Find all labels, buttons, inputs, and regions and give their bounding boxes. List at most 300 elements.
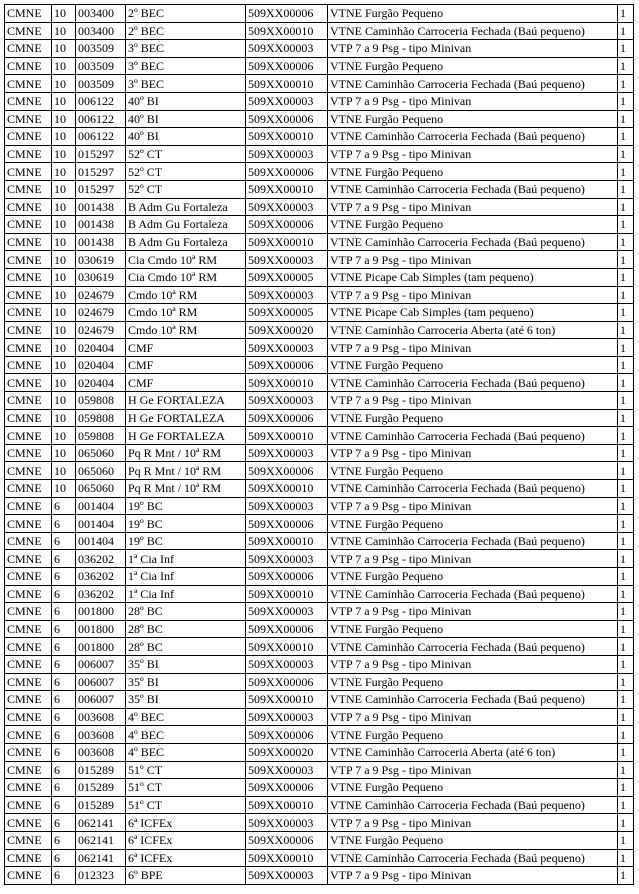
vehicle-description-cell: VTNE Caminhão Carroceria Fechada (Baú pequeno) xyxy=(328,532,618,550)
command-cell: CMNE xyxy=(5,57,52,75)
unit-name-cell: 28º BC xyxy=(126,603,246,621)
unit-name-cell: H Ge FORTALEZA xyxy=(126,427,246,445)
unit-name-cell: 2º BEC xyxy=(126,5,246,23)
quantity-cell: 1 xyxy=(618,761,634,779)
unit-name-cell: CMF xyxy=(126,339,246,357)
item-code-cell: 509XX00020 xyxy=(246,321,328,339)
unit-name-cell: H Ge FORTALEZA xyxy=(126,409,246,427)
item-code-cell: 509XX00010 xyxy=(246,128,328,146)
item-code-cell: 509XX00006 xyxy=(246,620,328,638)
unit-code-cell: 001404 xyxy=(76,515,126,533)
quantity-cell: 1 xyxy=(618,286,634,304)
quantity-cell: 1 xyxy=(618,268,634,286)
table-row xyxy=(5,673,634,691)
item-code-cell: 509XX00010 xyxy=(246,532,328,550)
unit-code-cell: 062141 xyxy=(76,849,126,867)
unit-name-cell: B Adm Gu Fortaleza xyxy=(126,198,246,216)
region-cell: 6 xyxy=(52,638,76,656)
quantity-cell: 1 xyxy=(618,304,634,322)
unit-code-cell: 059808 xyxy=(76,427,126,445)
item-code-cell: 509XX00003 xyxy=(246,392,328,410)
unit-code-cell: 003509 xyxy=(76,57,126,75)
unit-code-cell: 001404 xyxy=(76,497,126,515)
table-row xyxy=(5,603,634,621)
table-row xyxy=(5,251,634,269)
item-code-cell: 509XX00003 xyxy=(246,286,328,304)
quantity-cell: 1 xyxy=(618,233,634,251)
region-cell: 10 xyxy=(52,251,76,269)
region-cell: 10 xyxy=(52,75,76,93)
region-cell: 6 xyxy=(52,867,76,885)
vehicle-description-cell: VTNE Furgão Pequeno xyxy=(328,57,618,75)
command-cell: CMNE xyxy=(5,22,52,40)
table-row xyxy=(5,849,634,867)
command-cell: CMNE xyxy=(5,867,52,885)
unit-code-cell: 001438 xyxy=(76,198,126,216)
unit-code-cell: 065060 xyxy=(76,480,126,498)
unit-name-cell: 52º CT xyxy=(126,180,246,198)
table-row xyxy=(5,568,634,586)
unit-name-cell: 3º BEC xyxy=(126,40,246,58)
unit-code-cell: 062141 xyxy=(76,831,126,849)
item-code-cell: 509XX00006 xyxy=(246,726,328,744)
unit-name-cell: 28º BC xyxy=(126,638,246,656)
command-cell: CMNE xyxy=(5,655,52,673)
item-code-cell: 509XX00003 xyxy=(246,251,328,269)
unit-code-cell: 015297 xyxy=(76,163,126,181)
quantity-cell: 1 xyxy=(618,444,634,462)
unit-code-cell: 001800 xyxy=(76,620,126,638)
vehicle-description-cell: VTP 7 a 9 Psg - tipo Minivan xyxy=(328,761,618,779)
unit-code-cell: 015289 xyxy=(76,796,126,814)
table-row xyxy=(5,831,634,849)
command-cell: CMNE xyxy=(5,726,52,744)
vehicle-description-cell: VTNE Caminhão Carroceria Fechada (Baú pequeno) xyxy=(328,849,618,867)
table-row xyxy=(5,480,634,498)
quantity-cell: 1 xyxy=(618,603,634,621)
unit-name-cell: 3º BEC xyxy=(126,57,246,75)
command-cell: CMNE xyxy=(5,620,52,638)
vehicle-description-cell: VTNE Furgão Pequeno xyxy=(328,356,618,374)
table-row xyxy=(5,427,634,445)
vehicle-description-cell: VTP 7 a 9 Psg - tipo Minivan xyxy=(328,497,618,515)
region-cell: 10 xyxy=(52,216,76,234)
unit-name-cell: 4º BEC xyxy=(126,708,246,726)
region-cell: 6 xyxy=(52,497,76,515)
quantity-cell: 1 xyxy=(618,691,634,709)
quantity-cell: 1 xyxy=(618,321,634,339)
table-row xyxy=(5,444,634,462)
region-cell: 10 xyxy=(52,163,76,181)
vehicle-description-cell: VTNE Caminhão Carroceria Fechada (Baú pequeno) xyxy=(328,638,618,656)
command-cell: CMNE xyxy=(5,286,52,304)
unit-name-cell: 3º BEC xyxy=(126,75,246,93)
unit-code-cell: 003400 xyxy=(76,22,126,40)
unit-name-cell: Cmdo 10ª RM xyxy=(126,321,246,339)
vehicle-description-cell: VTNE Caminhão Carroceria Aberta (até 6 ton) xyxy=(328,321,618,339)
vehicle-description-cell: VTNE Caminhão Carroceria Fechada (Baú pequeno) xyxy=(328,233,618,251)
quantity-cell: 1 xyxy=(618,655,634,673)
region-cell: 10 xyxy=(52,57,76,75)
item-code-cell: 509XX00010 xyxy=(246,849,328,867)
item-code-cell: 509XX00020 xyxy=(246,743,328,761)
unit-name-cell: 6ª ICFEx xyxy=(126,849,246,867)
unit-code-cell: 006007 xyxy=(76,655,126,673)
unit-code-cell: 006007 xyxy=(76,691,126,709)
vehicle-description-cell: VTNE Furgão Pequeno xyxy=(328,216,618,234)
item-code-cell: 509XX00010 xyxy=(246,22,328,40)
unit-name-cell: 6ª ICFEx xyxy=(126,814,246,832)
region-cell: 6 xyxy=(52,831,76,849)
command-cell: CMNE xyxy=(5,796,52,814)
command-cell: CMNE xyxy=(5,761,52,779)
quantity-cell: 1 xyxy=(618,5,634,23)
table-row xyxy=(5,286,634,304)
command-cell: CMNE xyxy=(5,40,52,58)
command-cell: CMNE xyxy=(5,198,52,216)
vehicle-description-cell: VTNE Furgão Pequeno xyxy=(328,163,618,181)
item-code-cell: 509XX00003 xyxy=(246,550,328,568)
item-code-cell: 509XX00006 xyxy=(246,462,328,480)
table-row xyxy=(5,409,634,427)
table-row xyxy=(5,40,634,58)
unit-code-cell: 030619 xyxy=(76,251,126,269)
unit-code-cell: 024679 xyxy=(76,304,126,322)
unit-code-cell: 062141 xyxy=(76,814,126,832)
vehicle-description-cell: VTNE Furgão Pequeno xyxy=(328,515,618,533)
table-row xyxy=(5,339,634,357)
region-cell: 6 xyxy=(52,620,76,638)
region-cell: 10 xyxy=(52,409,76,427)
vehicle-description-cell: VTNE Furgão Pequeno xyxy=(328,409,618,427)
unit-code-cell: 006122 xyxy=(76,92,126,110)
command-cell: CMNE xyxy=(5,849,52,867)
region-cell: 6 xyxy=(52,532,76,550)
region-cell: 10 xyxy=(52,374,76,392)
table-row xyxy=(5,761,634,779)
region-cell: 6 xyxy=(52,779,76,797)
unit-name-cell: 4º BEC xyxy=(126,743,246,761)
vehicle-description-cell: VTNE Furgão Pequeno xyxy=(328,620,618,638)
item-code-cell: 509XX00003 xyxy=(246,708,328,726)
table-row xyxy=(5,779,634,797)
unit-code-cell: 001800 xyxy=(76,638,126,656)
region-cell: 10 xyxy=(52,5,76,23)
vehicle-description-cell: VTNE Furgão Pequeno xyxy=(328,779,618,797)
unit-name-cell: Cmdo 10ª RM xyxy=(126,304,246,322)
item-code-cell: 509XX00010 xyxy=(246,374,328,392)
unit-name-cell: H Ge FORTALEZA xyxy=(126,392,246,410)
command-cell: CMNE xyxy=(5,550,52,568)
unit-code-cell: 001438 xyxy=(76,233,126,251)
unit-name-cell: 35º BI xyxy=(126,655,246,673)
table-row xyxy=(5,268,634,286)
command-cell: CMNE xyxy=(5,374,52,392)
region-cell: 10 xyxy=(52,128,76,146)
command-cell: CMNE xyxy=(5,568,52,586)
unit-name-cell: Pq R Mnt / 10ª RM xyxy=(126,480,246,498)
quantity-cell: 1 xyxy=(618,392,634,410)
item-code-cell: 509XX00010 xyxy=(246,638,328,656)
table-row xyxy=(5,163,634,181)
unit-code-cell: 020404 xyxy=(76,356,126,374)
quantity-cell: 1 xyxy=(618,708,634,726)
quantity-cell: 1 xyxy=(618,180,634,198)
region-cell: 10 xyxy=(52,180,76,198)
quantity-cell: 1 xyxy=(618,110,634,128)
unit-name-cell: 19º BC xyxy=(126,532,246,550)
quantity-cell: 1 xyxy=(618,515,634,533)
command-cell: CMNE xyxy=(5,392,52,410)
unit-code-cell: 006122 xyxy=(76,128,126,146)
table-row xyxy=(5,128,634,146)
table-row xyxy=(5,5,634,23)
quantity-cell: 1 xyxy=(618,638,634,656)
item-code-cell: 509XX00003 xyxy=(246,40,328,58)
unit-name-cell: 19º BC xyxy=(126,515,246,533)
command-cell: CMNE xyxy=(5,128,52,146)
unit-name-cell: 40º BI xyxy=(126,128,246,146)
region-cell: 6 xyxy=(52,515,76,533)
unit-name-cell: 35º BI xyxy=(126,691,246,709)
vehicle-description-cell: VTP 7 a 9 Psg - tipo Minivan xyxy=(328,40,618,58)
command-cell: CMNE xyxy=(5,321,52,339)
vehicle-description-cell: VTP 7 a 9 Psg - tipo Minivan xyxy=(328,339,618,357)
table-row xyxy=(5,233,634,251)
command-cell: CMNE xyxy=(5,233,52,251)
table-row xyxy=(5,110,634,128)
vehicle-description-cell: VTP 7 a 9 Psg - tipo Minivan xyxy=(328,708,618,726)
unit-name-cell: CMF xyxy=(126,356,246,374)
command-cell: CMNE xyxy=(5,831,52,849)
region-cell: 6 xyxy=(52,585,76,603)
table-row xyxy=(5,304,634,322)
table-row xyxy=(5,216,634,234)
command-cell: CMNE xyxy=(5,515,52,533)
vehicle-description-cell: VTP 7 a 9 Psg - tipo Minivan xyxy=(328,550,618,568)
vehicle-description-cell: VTNE Furgão Pequeno xyxy=(328,568,618,586)
item-code-cell: 509XX00006 xyxy=(246,5,328,23)
table-row xyxy=(5,867,634,885)
item-code-cell: 509XX00003 xyxy=(246,761,328,779)
item-code-cell: 509XX00006 xyxy=(246,110,328,128)
table-body xyxy=(5,5,634,885)
unit-code-cell: 059808 xyxy=(76,409,126,427)
table-row xyxy=(5,75,634,93)
quantity-cell: 1 xyxy=(618,22,634,40)
quantity-cell: 1 xyxy=(618,796,634,814)
item-code-cell: 509XX00005 xyxy=(246,268,328,286)
item-code-cell: 509XX00010 xyxy=(246,180,328,198)
unit-code-cell: 003608 xyxy=(76,743,126,761)
unit-name-cell: 2º BEC xyxy=(126,22,246,40)
quantity-cell: 1 xyxy=(618,480,634,498)
quantity-cell: 1 xyxy=(618,216,634,234)
item-code-cell: 509XX00010 xyxy=(246,233,328,251)
vehicle-description-cell: VTNE Furgão Pequeno xyxy=(328,5,618,23)
command-cell: CMNE xyxy=(5,814,52,832)
quantity-cell: 1 xyxy=(618,726,634,744)
vehicle-description-cell: VTP 7 a 9 Psg - tipo Minivan xyxy=(328,145,618,163)
unit-code-cell: 015289 xyxy=(76,761,126,779)
vehicle-description-cell: VTP 7 a 9 Psg - tipo Minivan xyxy=(328,198,618,216)
vehicle-description-cell: VTNE Caminhão Carroceria Fechada (Baú pequeno) xyxy=(328,128,618,146)
command-cell: CMNE xyxy=(5,427,52,445)
region-cell: 10 xyxy=(52,321,76,339)
region-cell: 10 xyxy=(52,462,76,480)
region-cell: 10 xyxy=(52,40,76,58)
region-cell: 6 xyxy=(52,550,76,568)
table-row xyxy=(5,392,634,410)
unit-name-cell: 40º BI xyxy=(126,92,246,110)
item-code-cell: 509XX00003 xyxy=(246,603,328,621)
quantity-cell: 1 xyxy=(618,779,634,797)
unit-code-cell: 036202 xyxy=(76,585,126,603)
table-row xyxy=(5,620,634,638)
quantity-cell: 1 xyxy=(618,568,634,586)
table-row xyxy=(5,655,634,673)
unit-name-cell: Cia Cmdo 10ª RM xyxy=(126,251,246,269)
region-cell: 10 xyxy=(52,392,76,410)
quantity-cell: 1 xyxy=(618,867,634,885)
region-cell: 10 xyxy=(52,444,76,462)
item-code-cell: 509XX00003 xyxy=(246,814,328,832)
quantity-cell: 1 xyxy=(618,814,634,832)
table-row xyxy=(5,497,634,515)
table-row xyxy=(5,57,634,75)
table-row xyxy=(5,532,634,550)
vehicle-description-cell: VTNE Picape Cab Simples (tam pequeno) xyxy=(328,268,618,286)
unit-code-cell: 001800 xyxy=(76,603,126,621)
item-code-cell: 509XX00003 xyxy=(246,655,328,673)
command-cell: CMNE xyxy=(5,673,52,691)
vehicle-description-cell: VTNE Caminhão Carroceria Fechada (Baú pequeno) xyxy=(328,585,618,603)
vehicle-description-cell: VTP 7 a 9 Psg - tipo Minivan xyxy=(328,814,618,832)
command-cell: CMNE xyxy=(5,339,52,357)
item-code-cell: 509XX00003 xyxy=(246,339,328,357)
vehicle-allocation-table xyxy=(4,4,634,885)
unit-name-cell: 52º CT xyxy=(126,145,246,163)
command-cell: CMNE xyxy=(5,708,52,726)
item-code-cell: 509XX00003 xyxy=(246,145,328,163)
unit-name-cell: Cmdo 10ª RM xyxy=(126,286,246,304)
item-code-cell: 509XX00006 xyxy=(246,409,328,427)
vehicle-description-cell: VTP 7 a 9 Psg - tipo Minivan xyxy=(328,603,618,621)
item-code-cell: 509XX00010 xyxy=(246,585,328,603)
vehicle-description-cell: VTNE Caminhão Carroceria Fechada (Baú pequeno) xyxy=(328,480,618,498)
item-code-cell: 509XX00006 xyxy=(246,515,328,533)
quantity-cell: 1 xyxy=(618,585,634,603)
quantity-cell: 1 xyxy=(618,743,634,761)
region-cell: 10 xyxy=(52,339,76,357)
quantity-cell: 1 xyxy=(618,57,634,75)
item-code-cell: 509XX00003 xyxy=(246,497,328,515)
unit-code-cell: 003509 xyxy=(76,75,126,93)
item-code-cell: 509XX00006 xyxy=(246,831,328,849)
command-cell: CMNE xyxy=(5,444,52,462)
command-cell: CMNE xyxy=(5,743,52,761)
item-code-cell: 509XX00006 xyxy=(246,163,328,181)
region-cell: 10 xyxy=(52,145,76,163)
table-row xyxy=(5,462,634,480)
unit-code-cell: 065060 xyxy=(76,444,126,462)
unit-name-cell: 51º CT xyxy=(126,761,246,779)
item-code-cell: 509XX00010 xyxy=(246,427,328,445)
unit-code-cell: 001438 xyxy=(76,216,126,234)
unit-name-cell: CMF xyxy=(126,374,246,392)
region-cell: 10 xyxy=(52,198,76,216)
unit-code-cell: 015289 xyxy=(76,779,126,797)
quantity-cell: 1 xyxy=(618,374,634,392)
quantity-cell: 1 xyxy=(618,128,634,146)
command-cell: CMNE xyxy=(5,110,52,128)
vehicle-description-cell: VTNE Furgão Pequeno xyxy=(328,831,618,849)
region-cell: 10 xyxy=(52,356,76,374)
region-cell: 6 xyxy=(52,849,76,867)
unit-name-cell: 6º BPE xyxy=(126,867,246,885)
region-cell: 10 xyxy=(52,304,76,322)
unit-code-cell: 065060 xyxy=(76,462,126,480)
table-row xyxy=(5,638,634,656)
item-code-cell: 509XX00010 xyxy=(246,691,328,709)
region-cell: 6 xyxy=(52,603,76,621)
region-cell: 10 xyxy=(52,480,76,498)
unit-name-cell: Pq R Mnt / 10ª RM xyxy=(126,444,246,462)
region-cell: 6 xyxy=(52,726,76,744)
command-cell: CMNE xyxy=(5,180,52,198)
table-row xyxy=(5,22,634,40)
command-cell: CMNE xyxy=(5,251,52,269)
vehicle-description-cell: VTNE Caminhão Carroceria Fechada (Baú pequeno) xyxy=(328,796,618,814)
command-cell: CMNE xyxy=(5,75,52,93)
command-cell: CMNE xyxy=(5,92,52,110)
quantity-cell: 1 xyxy=(618,163,634,181)
command-cell: CMNE xyxy=(5,603,52,621)
item-code-cell: 509XX00006 xyxy=(246,356,328,374)
unit-code-cell: 036202 xyxy=(76,568,126,586)
command-cell: CMNE xyxy=(5,462,52,480)
unit-code-cell: 020404 xyxy=(76,374,126,392)
unit-code-cell: 015297 xyxy=(76,145,126,163)
unit-name-cell: B Adm Gu Fortaleza xyxy=(126,233,246,251)
unit-code-cell: 006007 xyxy=(76,673,126,691)
item-code-cell: 509XX00006 xyxy=(246,216,328,234)
region-cell: 6 xyxy=(52,568,76,586)
item-code-cell: 509XX00010 xyxy=(246,796,328,814)
vehicle-description-cell: VTNE Caminhão Carroceria Fechada (Baú pequeno) xyxy=(328,374,618,392)
item-code-cell: 509XX00003 xyxy=(246,92,328,110)
unit-code-cell: 015297 xyxy=(76,180,126,198)
vehicle-description-cell: VTNE Furgão Pequeno xyxy=(328,726,618,744)
table-row xyxy=(5,145,634,163)
region-cell: 6 xyxy=(52,814,76,832)
unit-code-cell: 006122 xyxy=(76,110,126,128)
unit-name-cell: Pq R Mnt / 10ª RM xyxy=(126,462,246,480)
quantity-cell: 1 xyxy=(618,75,634,93)
table-row xyxy=(5,356,634,374)
quantity-cell: 1 xyxy=(618,40,634,58)
command-cell: CMNE xyxy=(5,163,52,181)
unit-code-cell: 024679 xyxy=(76,286,126,304)
command-cell: CMNE xyxy=(5,356,52,374)
table-row xyxy=(5,515,634,533)
item-code-cell: 509XX00010 xyxy=(246,480,328,498)
table-row xyxy=(5,708,634,726)
unit-code-cell: 003608 xyxy=(76,708,126,726)
region-cell: 10 xyxy=(52,268,76,286)
vehicle-description-cell: VTNE Picape Cab Simples (tam pequeno) xyxy=(328,304,618,322)
unit-name-cell: 6ª ICFEx xyxy=(126,831,246,849)
